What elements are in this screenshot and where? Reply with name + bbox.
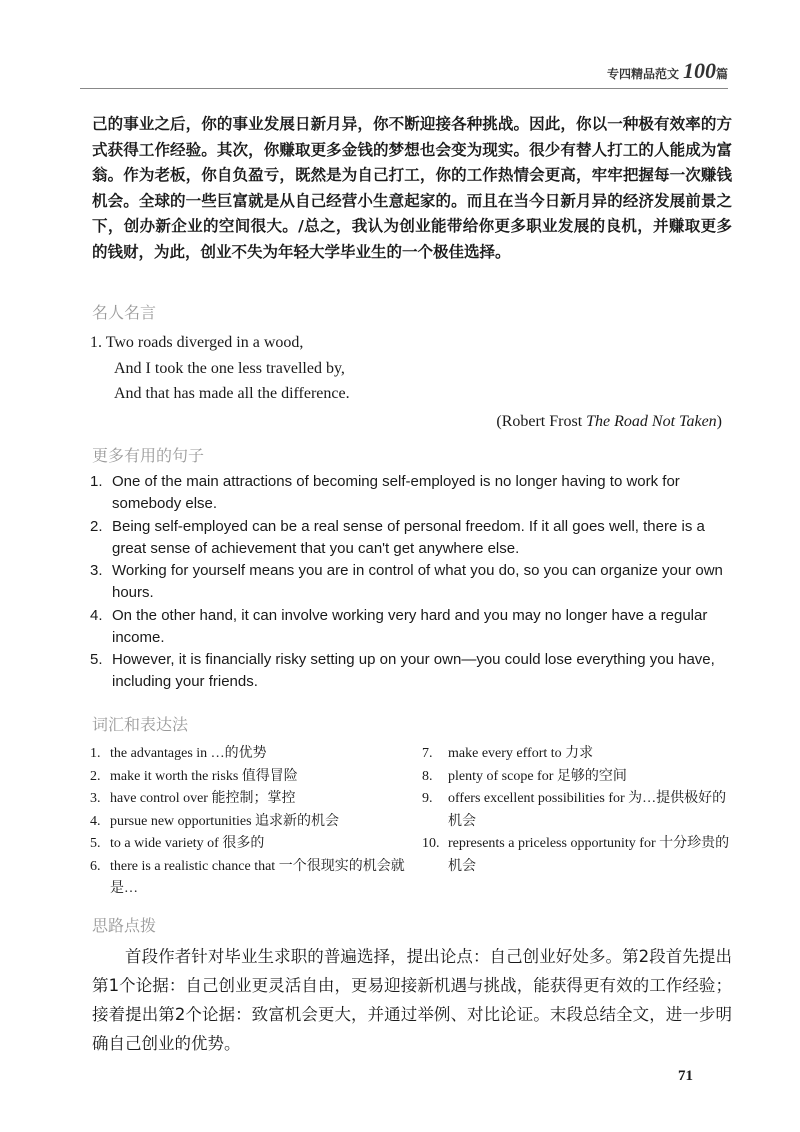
vocab-number: 6.	[90, 858, 101, 874]
item-text: Working for yourself means you are in control of what you do, so you can organize your own hours.	[112, 562, 723, 601]
vocabulary-list-left	[90, 743, 410, 901]
quote-citation	[90, 409, 730, 435]
vocab-text: there is a realistic chance that 一个很现实的机会就是…	[110, 858, 405, 896]
vocab-number: 5.	[90, 836, 101, 851]
vocab-text: have control over 能控制；掌控	[110, 791, 296, 806]
vocab-item	[90, 743, 410, 766]
vocab-text: represents a priceless opportunity for 十分珍贵的机会	[448, 836, 730, 874]
item-number: 4.	[90, 606, 103, 624]
vocab-number: 4.	[90, 813, 101, 829]
cite-author: (Robert Frost	[496, 412, 587, 430]
header-rule	[80, 88, 728, 89]
quote-line-3: And that has made all the difference.	[114, 385, 350, 402]
section-title-famous-quotes: 名人名言	[92, 303, 157, 322]
quote-number: 1.	[90, 334, 102, 351]
item-number: 1.	[90, 473, 103, 490]
vocab-number: 1.	[90, 746, 101, 761]
vocab-item	[422, 766, 732, 789]
vocab-number: 3.	[90, 791, 101, 806]
vocab-text: make it worth the risks 值得冒险	[110, 768, 298, 784]
vocab-number: 9.	[422, 791, 433, 806]
list-item	[90, 560, 732, 604]
vocab-item	[90, 811, 410, 834]
vocab-item	[90, 856, 410, 901]
item-text: However, it is financially risky setting up on your own—you could lose everything you have, including your friends.	[112, 651, 715, 690]
section-title-analysis: 思路点拨	[92, 916, 157, 935]
useful-sentences-list	[90, 471, 732, 694]
cite-close: )	[716, 412, 722, 430]
vocab-item	[90, 833, 410, 856]
item-text: On the other hand, it can involve working very hard and you may no longer have a regular income.	[112, 606, 708, 646]
analysis-paragraph: 首段作者针对毕业生求职的普遍选择，提出论点：自己创业好处多。第2段首先提出第1个论据：自己创业更灵活自由，更易迎接新机遇与挑战，能获得更有效的工作经验；接着提出第2个论据：致富机会更大，并通过举例、对比论证。末段总结全文，进一步明确自己创业的优势。	[92, 947, 732, 1053]
vocab-number: 8.	[422, 768, 433, 784]
quote-line-1: Two roads diverged in a wood,	[105, 334, 304, 351]
quote-line-2: And I took the one less travelled by,	[114, 359, 345, 377]
vocab-text: to a wide variety of 很多的	[110, 836, 265, 851]
item-text: One of the main attractions of becoming self-employed is no longer having to work for somebody else.	[112, 473, 680, 512]
cite-work: The Road Not Taken	[586, 412, 717, 430]
vocab-number: 7.	[422, 746, 433, 761]
item-text: Being self-employed can be a real sense of personal freedom. If it all goes well, there is a great sense of achievement that you can't get anywhere else.	[112, 517, 705, 557]
page-number: 71	[678, 1068, 693, 1084]
header-unit: 篇	[715, 67, 728, 81]
vocab-item	[422, 743, 732, 766]
section-title-vocabulary: 词汇和表达法	[92, 715, 189, 734]
vocab-number: 2.	[90, 768, 101, 784]
list-item	[90, 605, 732, 649]
essay-paragraph: 己的事业之后，你的事业发展日新月异，你不断迎接各种挑战。因此，你以一种极有效率的方式获得工作经验。其次，你赚取更多金钱的梦想也会变为现实。很少有替人打工的人能成为富翁。作为老板，你自负盈亏，既然是为自己打工，你的工作热情会更高，牢牢把握每一次赚钱机会。全球的一些巨富就是从自己经营小生意起家的。而且在当今日新月异的经济发展前景之下，创办新企业的空间很大。/总之，我认为创业能带给你更多职业发展的良机，并赚取更多的钱财，为此，创业不失为年轻大学毕业生的一个极佳选择。	[92, 115, 732, 261]
item-number: 3.	[90, 562, 103, 579]
header-number: 100	[682, 58, 716, 83]
vocab-text: the advantages in …的优势	[110, 746, 267, 761]
item-number: 2.	[90, 517, 103, 535]
header-series: 专四精品范文	[606, 67, 679, 81]
vocab-item	[422, 833, 732, 878]
vocab-number: 10.	[422, 836, 440, 851]
vocab-text: make every effort to 力求	[448, 746, 594, 761]
vocab-text: pursue new opportunities 追求新的机会	[110, 813, 340, 829]
running-header	[607, 58, 728, 84]
vocab-text: plenty of scope for 足够的空间	[448, 768, 627, 784]
vocab-text: offers excellent possibilities for 为…提供极好的机会	[448, 791, 727, 829]
vocabulary-list-right	[422, 743, 732, 878]
vocab-item	[90, 788, 410, 811]
section-title-useful-sentences: 更多有用的句子	[92, 446, 205, 465]
famous-quote	[90, 330, 730, 434]
list-item	[90, 471, 732, 515]
vocab-item	[90, 766, 410, 789]
list-item	[90, 516, 732, 560]
vocab-item	[422, 788, 732, 833]
item-number: 5.	[90, 651, 103, 668]
list-item	[90, 649, 732, 693]
